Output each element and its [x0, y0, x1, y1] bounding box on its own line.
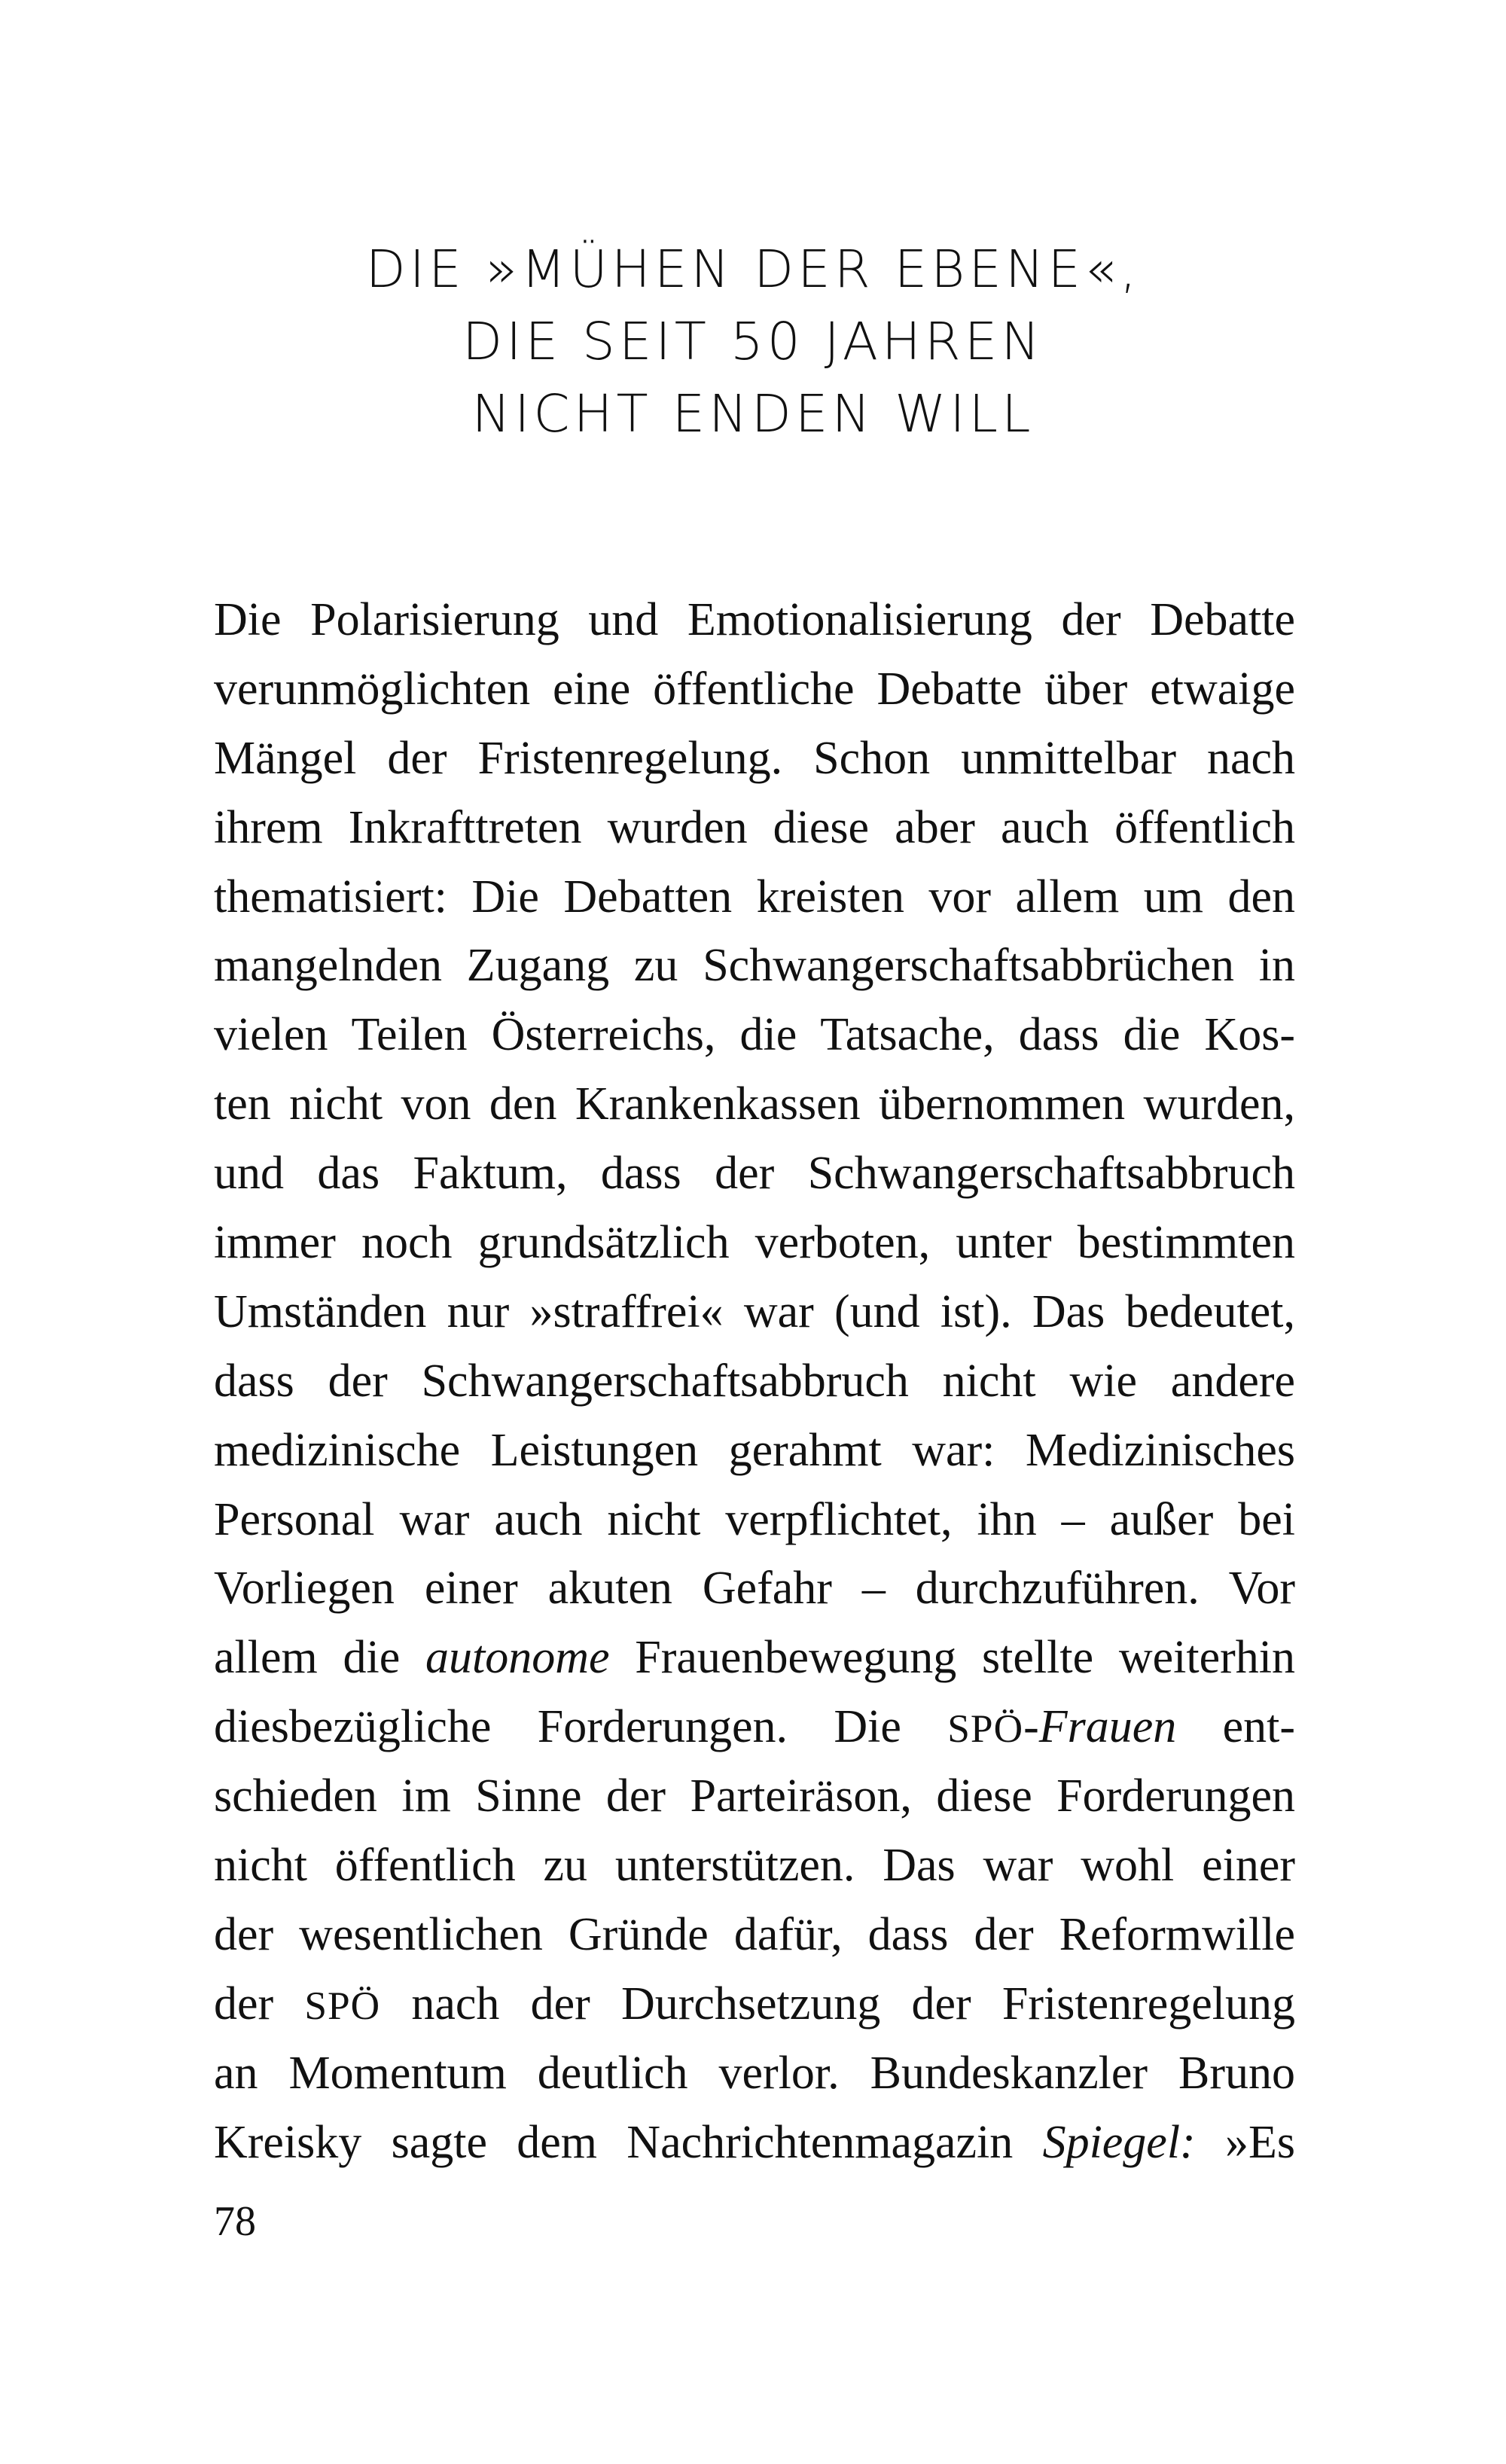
- small-caps-text: SPÖ: [304, 1982, 381, 2028]
- text-line: mangelnden Zugang zu Schwangerschaftsabbrüchen in: [214, 940, 1295, 992]
- chapter-title: [0, 233, 1506, 450]
- chapter-title-line: DIE »MÜHEN DER EBENE«,: [365, 239, 1141, 300]
- text-line: Die Polarisierung und Emotionalisierung der Debatte: [214, 594, 1295, 645]
- text-line: ten nicht von den Krankenkassen übernommen wurden,: [214, 1078, 1295, 1130]
- text-line: dass der Schwangerschaftsabbruch nicht wie andere: [214, 1355, 1295, 1407]
- text-line: [214, 1970, 1295, 2039]
- text-line: vielen Teilen Österreichs, die Tatsache, dass die Kos-: [214, 1009, 1295, 1061]
- text-line: immer noch grundsätzlich verboten, unter bestimmten: [214, 1217, 1295, 1269]
- emphasis-text: -Frauen: [1023, 1701, 1177, 1753]
- text-line: verunmöglichten eine öffentliche Debatte über etwaige: [214, 663, 1295, 715]
- text-line: [214, 1624, 1295, 1693]
- text-line: an Momentum deutlich verlor. Bundeskanzler Bruno: [214, 2047, 1295, 2099]
- text-run: Kreisky sagte dem Nachrichtenmagazin: [214, 2116, 1043, 2168]
- text-line: ihrem Inkrafttreten wurden diese aber auch öffentlich: [214, 801, 1295, 853]
- small-caps-text: SPÖ: [947, 1706, 1024, 1752]
- text-run: diesbezügliche Forderungen. Die: [214, 1701, 948, 1753]
- text-run: Frauenbewegung stellte weiterhin: [609, 1632, 1295, 1684]
- text-line: schieden im Sinne der Parteiräson, diese Forderungen: [214, 1770, 1295, 1822]
- text-line: thematisiert: Die Debatten kreisten vor allem um den: [214, 871, 1295, 922]
- text-run: »Es: [1195, 2116, 1295, 2168]
- text-line: medizinische Leistungen gerahmt war: Medizinisches: [214, 1424, 1295, 1476]
- text-line: [214, 1693, 1295, 1762]
- text-line: nicht öffentlich zu unterstützen. Das war wohl einer: [214, 1840, 1295, 1892]
- emphasis-text: Spiegel:: [1042, 2116, 1196, 2168]
- text-line: Umständen nur »straffrei« war (und ist). Das bedeutet,: [214, 1285, 1295, 1337]
- text-line: der wesentlichen Gründe dafür, dass der Reformwille: [214, 1908, 1295, 1960]
- text-run: ent-: [1176, 1701, 1296, 1753]
- text-run: allem die: [214, 1632, 425, 1684]
- text-run: nach der Durchsetzung der Fristenregelung: [380, 1978, 1295, 2029]
- emphasis-text: autonome: [425, 1632, 610, 1684]
- text-line: Vorliegen einer akuten Gefahr – durchzuführen. Vor: [214, 1563, 1295, 1615]
- text-run: der: [214, 1978, 305, 2029]
- text-line: und das Faktum, dass der Schwangerschaftsabbruch: [214, 1148, 1295, 1200]
- page-number: 78: [214, 2198, 256, 2245]
- body-paragraph: [214, 586, 1295, 2177]
- chapter-title-line: NICHT ENDEN WILL: [471, 384, 1035, 444]
- text-line: [214, 2109, 1295, 2178]
- text-line: Personal war auch nicht verpflichtet, ihn – außer bei: [214, 1493, 1295, 1545]
- text-line: Mängel der Fristenregelung. Schon unmittelbar nach: [214, 732, 1295, 784]
- chapter-title-line: DIE SEIT 50 JAHREN: [462, 312, 1044, 372]
